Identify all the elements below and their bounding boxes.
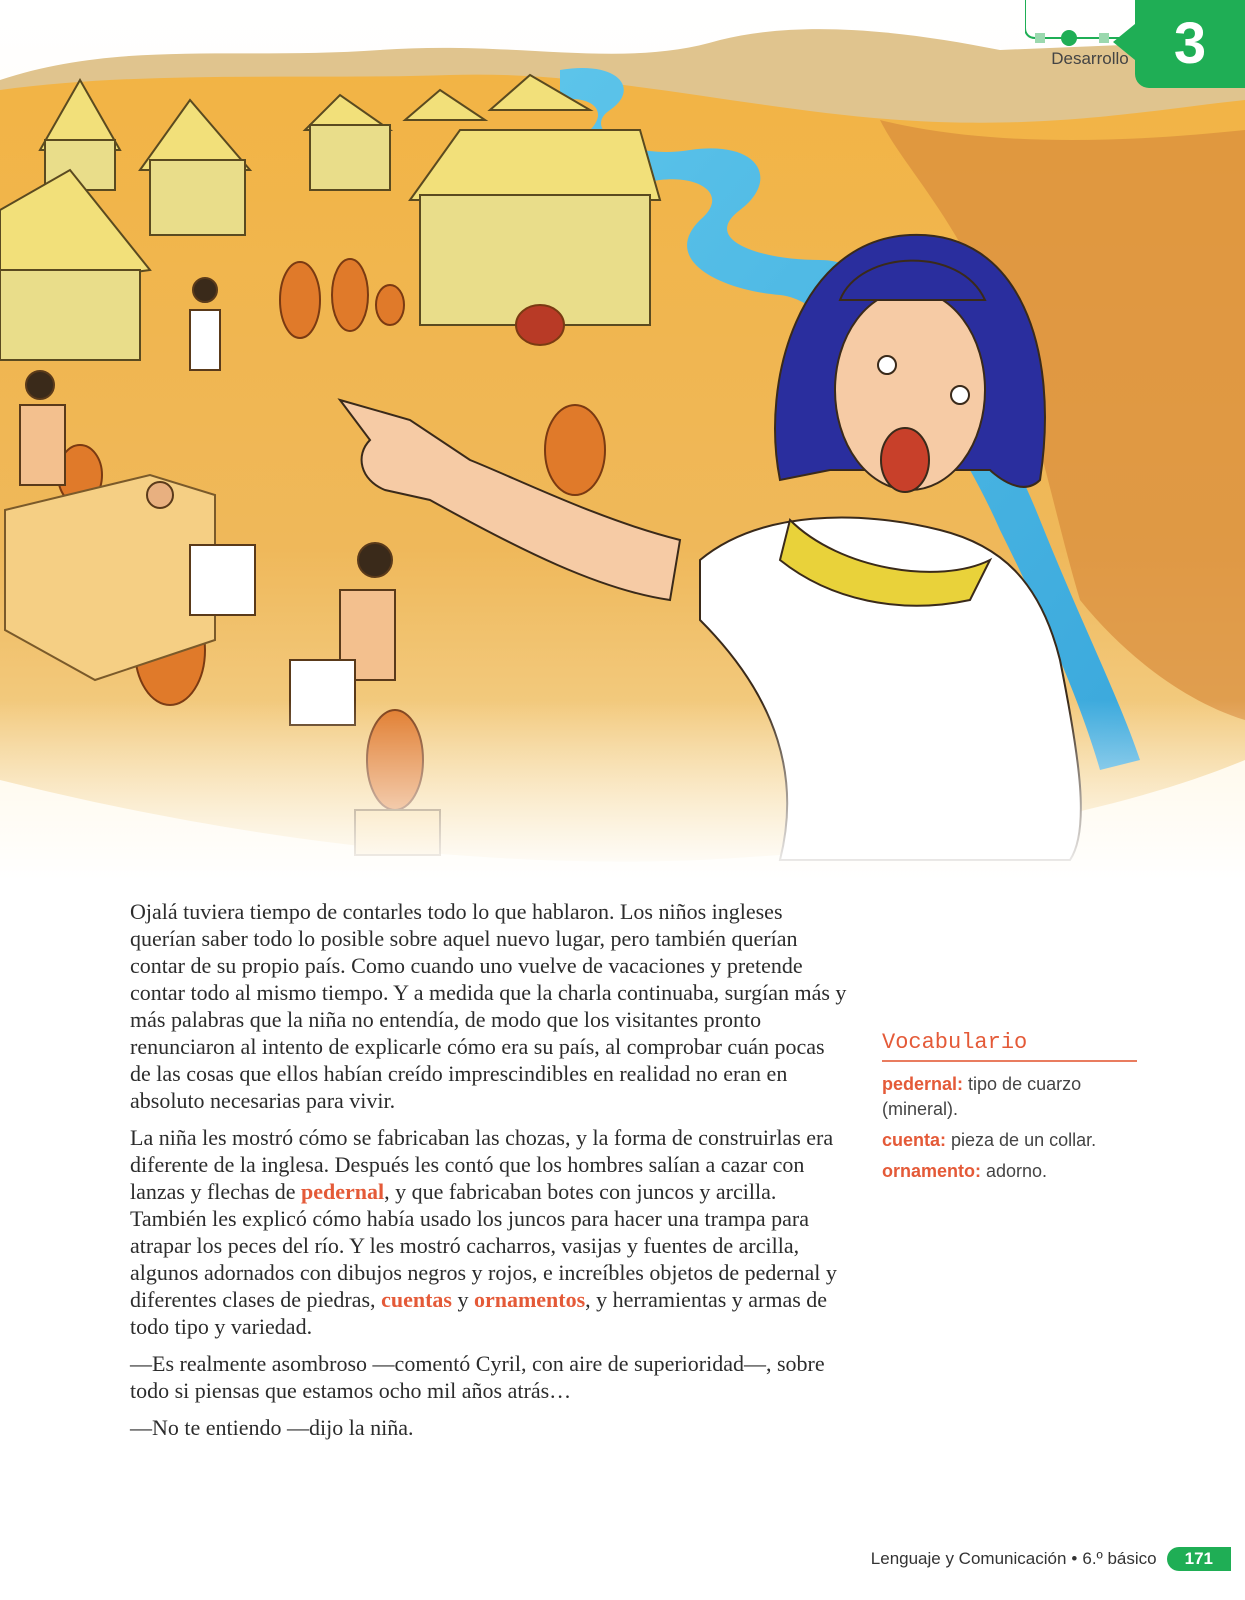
page-footer xyxy=(871,1546,1231,1572)
text-run: —No te entiendo —dijo la niña. xyxy=(130,1415,414,1440)
text-run: —Es realmente asombroso —comentó Cyril, con aire de superioridad—, sobre todo si piensas que estamos ocho mil años atrás… xyxy=(130,1351,825,1403)
text-run: Ojalá tuviera tiempo de contarles todo lo que hablaron. Los niños ingleses querían saber todo lo posible sobre aquel nuevo lugar, pero también querían contar de su propio país. Como cuando uno vuelve de vacaciones y pretende contar todo al mismo tiempo. Y a medida que la charla continuaba, surgían más y más palabras que la niña no entendía, de modo que los visitantes pronto renunciaron al intento de explicarle cómo era su país, al comprobar cuán pocas de las cosas que ellos habían creído imprescindibles en realidad no eran en absoluto necesarias para vivir. xyxy=(130,899,847,1113)
paragraph-1 xyxy=(130,898,850,1114)
vocabulary-box xyxy=(882,1030,1137,1190)
footer-separator: • xyxy=(1071,1549,1078,1568)
chapter-number: 3 xyxy=(1173,11,1207,76)
page-number: 171 xyxy=(1167,1547,1231,1571)
vocab-highlight-ornamentos: ornamentos xyxy=(473,1287,586,1312)
vocab-entry-ornamento xyxy=(882,1159,1137,1184)
vocab-term: cuenta: xyxy=(882,1130,947,1150)
text-run: La niña les mostró cómo se fabricaban las chozas, y la forma de construirlas era diferente de la inglesa. Después les contó que los hombres salían a cazar con lanzas y flechas de xyxy=(130,1125,834,1204)
vocab-definition: adorno. xyxy=(981,1161,1048,1181)
vocab-definition: tipo de cuarzo (mineral). xyxy=(882,1074,1082,1119)
paragraph-4 xyxy=(130,1414,850,1441)
paragraph-2 xyxy=(130,1124,850,1340)
text-run: y xyxy=(451,1287,474,1312)
vocabulary-title: Vocabulario xyxy=(882,1030,1137,1062)
vocab-term: ornamento: xyxy=(882,1161,981,1181)
vocab-highlight-cuentas: cuentas xyxy=(381,1287,452,1312)
vocab-definition: pieza de un collar. xyxy=(946,1130,1097,1150)
footer-grade: 6.º básico xyxy=(1082,1549,1157,1568)
chapter-tab-notch xyxy=(1113,24,1135,60)
footer-subject: Lenguaje y Comunicación xyxy=(870,1549,1067,1568)
section-label: Desarrollo xyxy=(1051,49,1129,68)
chapter-tab xyxy=(1135,0,1245,88)
vocab-entry-pedernal xyxy=(882,1072,1137,1122)
text-run: , y herramientas y armas de todo tipo y variedad. xyxy=(130,1287,828,1339)
vocab-entry-cuenta xyxy=(882,1128,1137,1153)
vocab-highlight-pedernal: pedernal xyxy=(301,1179,385,1204)
story-text xyxy=(130,898,850,1451)
vocab-term: pedernal: xyxy=(882,1074,964,1094)
text-run: , y que fabricaban botes con juncos y arcilla. También les explicó cómo había usado los juncos para hacer una trampa para atrapar los peces del río. Y les mostró cacharros, vasijas y fuentes de arcilla, algunos adornados con dibujos negros y rojos, e increíbles objetos de pedernal y diferentes clases de piedras, xyxy=(130,1179,837,1312)
paragraph-3 xyxy=(130,1350,850,1404)
